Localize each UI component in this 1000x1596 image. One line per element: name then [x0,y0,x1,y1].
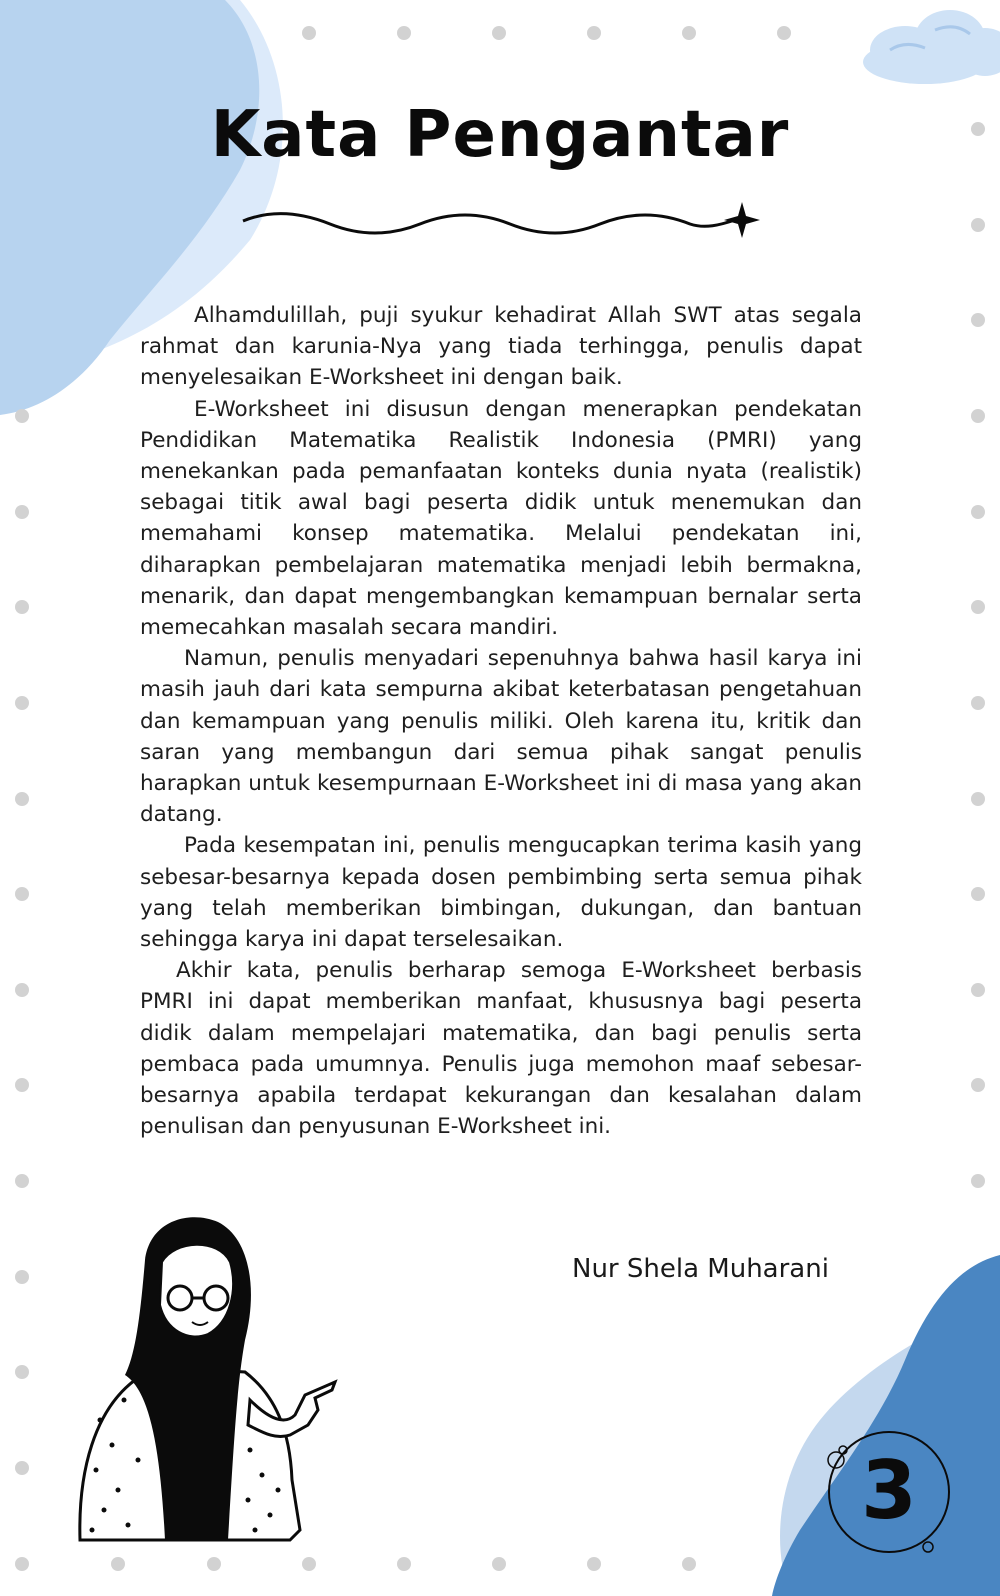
border-dot [15,1078,29,1092]
border-dot [15,1365,29,1379]
border-dot [492,1557,506,1571]
border-dot [587,26,601,40]
border-dot [971,505,985,519]
border-dot [971,1174,985,1188]
paragraph: Pada kesempatan ini, penulis mengucapkan terima kasih yang sebesar-besarnya kepada dosen pembimbing serta semua pihak yang telah memberikan bimbingan, dukungan, dan bantuan sehingga karya ini dapat terselesaikan. [140,833,862,953]
border-dot [207,1557,221,1571]
border-dot [302,26,316,40]
border-dot [15,409,29,423]
border-dot [15,983,29,997]
border-dot [777,26,791,40]
border-dot [15,1174,29,1188]
paragraph: Alhamdulillah, puji syukur kehadirat Allah SWT atas segala rahmat dan karunia-Nya yang tiada terhingga, penulis dapat menyelesaikan E-Worksheet ini dengan baik. [140,303,862,391]
border-dot [15,696,29,710]
border-dot [971,1078,985,1092]
author-signature: Nur Shela Muharani [572,1254,829,1284]
page-number: 3 [861,1444,917,1537]
border-dot [971,313,985,327]
border-dot [15,1557,29,1571]
border-dot [971,409,985,423]
border-dot [682,1557,696,1571]
border-dot [971,887,985,901]
border-dot [682,26,696,40]
title-divider [243,202,760,238]
paragraph: E-Worksheet ini disusun dengan menerapkan pendekatan Pendidikan Matematika Realistik Indonesia (PMRI) yang menekankan pada pemanfaatan konteks dunia nyata (realistik) sebagai titik awal bagi peserta didik untuk menemukan dan memahami konsep matematika. Melalui pendekatan ini, diharapkan pembelajaran matematika menjadi lebih bermakna, menarik, dan dapat mengembangkan kemampuan bernalar serta memecahkan masalah secara mandiri. [140,396,862,641]
border-dot [971,218,985,232]
border-dot [971,696,985,710]
border-dot [15,1461,29,1475]
border-dot [15,1270,29,1284]
paragraph: Namun, penulis menyadari sepenuhnya bahwa hasil karya ini masih jauh dari kata sempurna akibat keterbatasan pengetahuan dan kemampuan yang penulis miliki. Oleh karena itu, kritik dan saran yang membangun dari semua pihak sangat penulis harapkan untuk kesempurnaan E-Worksheet ini di masa yang akan datang. [140,646,862,828]
border-dot [971,792,985,806]
sparkle-star-icon [724,202,760,238]
border-dot [15,887,29,901]
border-dot [971,600,985,614]
woman-pointing-illustration [80,1217,335,1540]
border-dot [397,26,411,40]
page-title: Kata Pengantar [210,98,790,172]
border-dot [15,505,29,519]
border-dot [971,983,985,997]
paragraph: Akhir kata, penulis berharap semoga E-Worksheet berbasis PMRI ini dapat memberikan manfaat, khususnya bagi peserta didik dalam mempelajari matematika, dan bagi penulis serta pembaca pada umumnya. Penulis juga memohon maaf sebesar-besarnya apabila terdapat kekurangan dan kesalahan dalam penulisan dan penyusunan E-Worksheet ini. [140,958,862,1140]
border-dot [397,1557,411,1571]
border-dot [587,1557,601,1571]
border-dot [492,26,506,40]
cloud-icon [863,10,1000,84]
border-dot [302,1557,316,1571]
preface-body [140,300,862,1142]
border-dot [15,600,29,614]
border-dot [15,792,29,806]
border-dot [111,1557,125,1571]
